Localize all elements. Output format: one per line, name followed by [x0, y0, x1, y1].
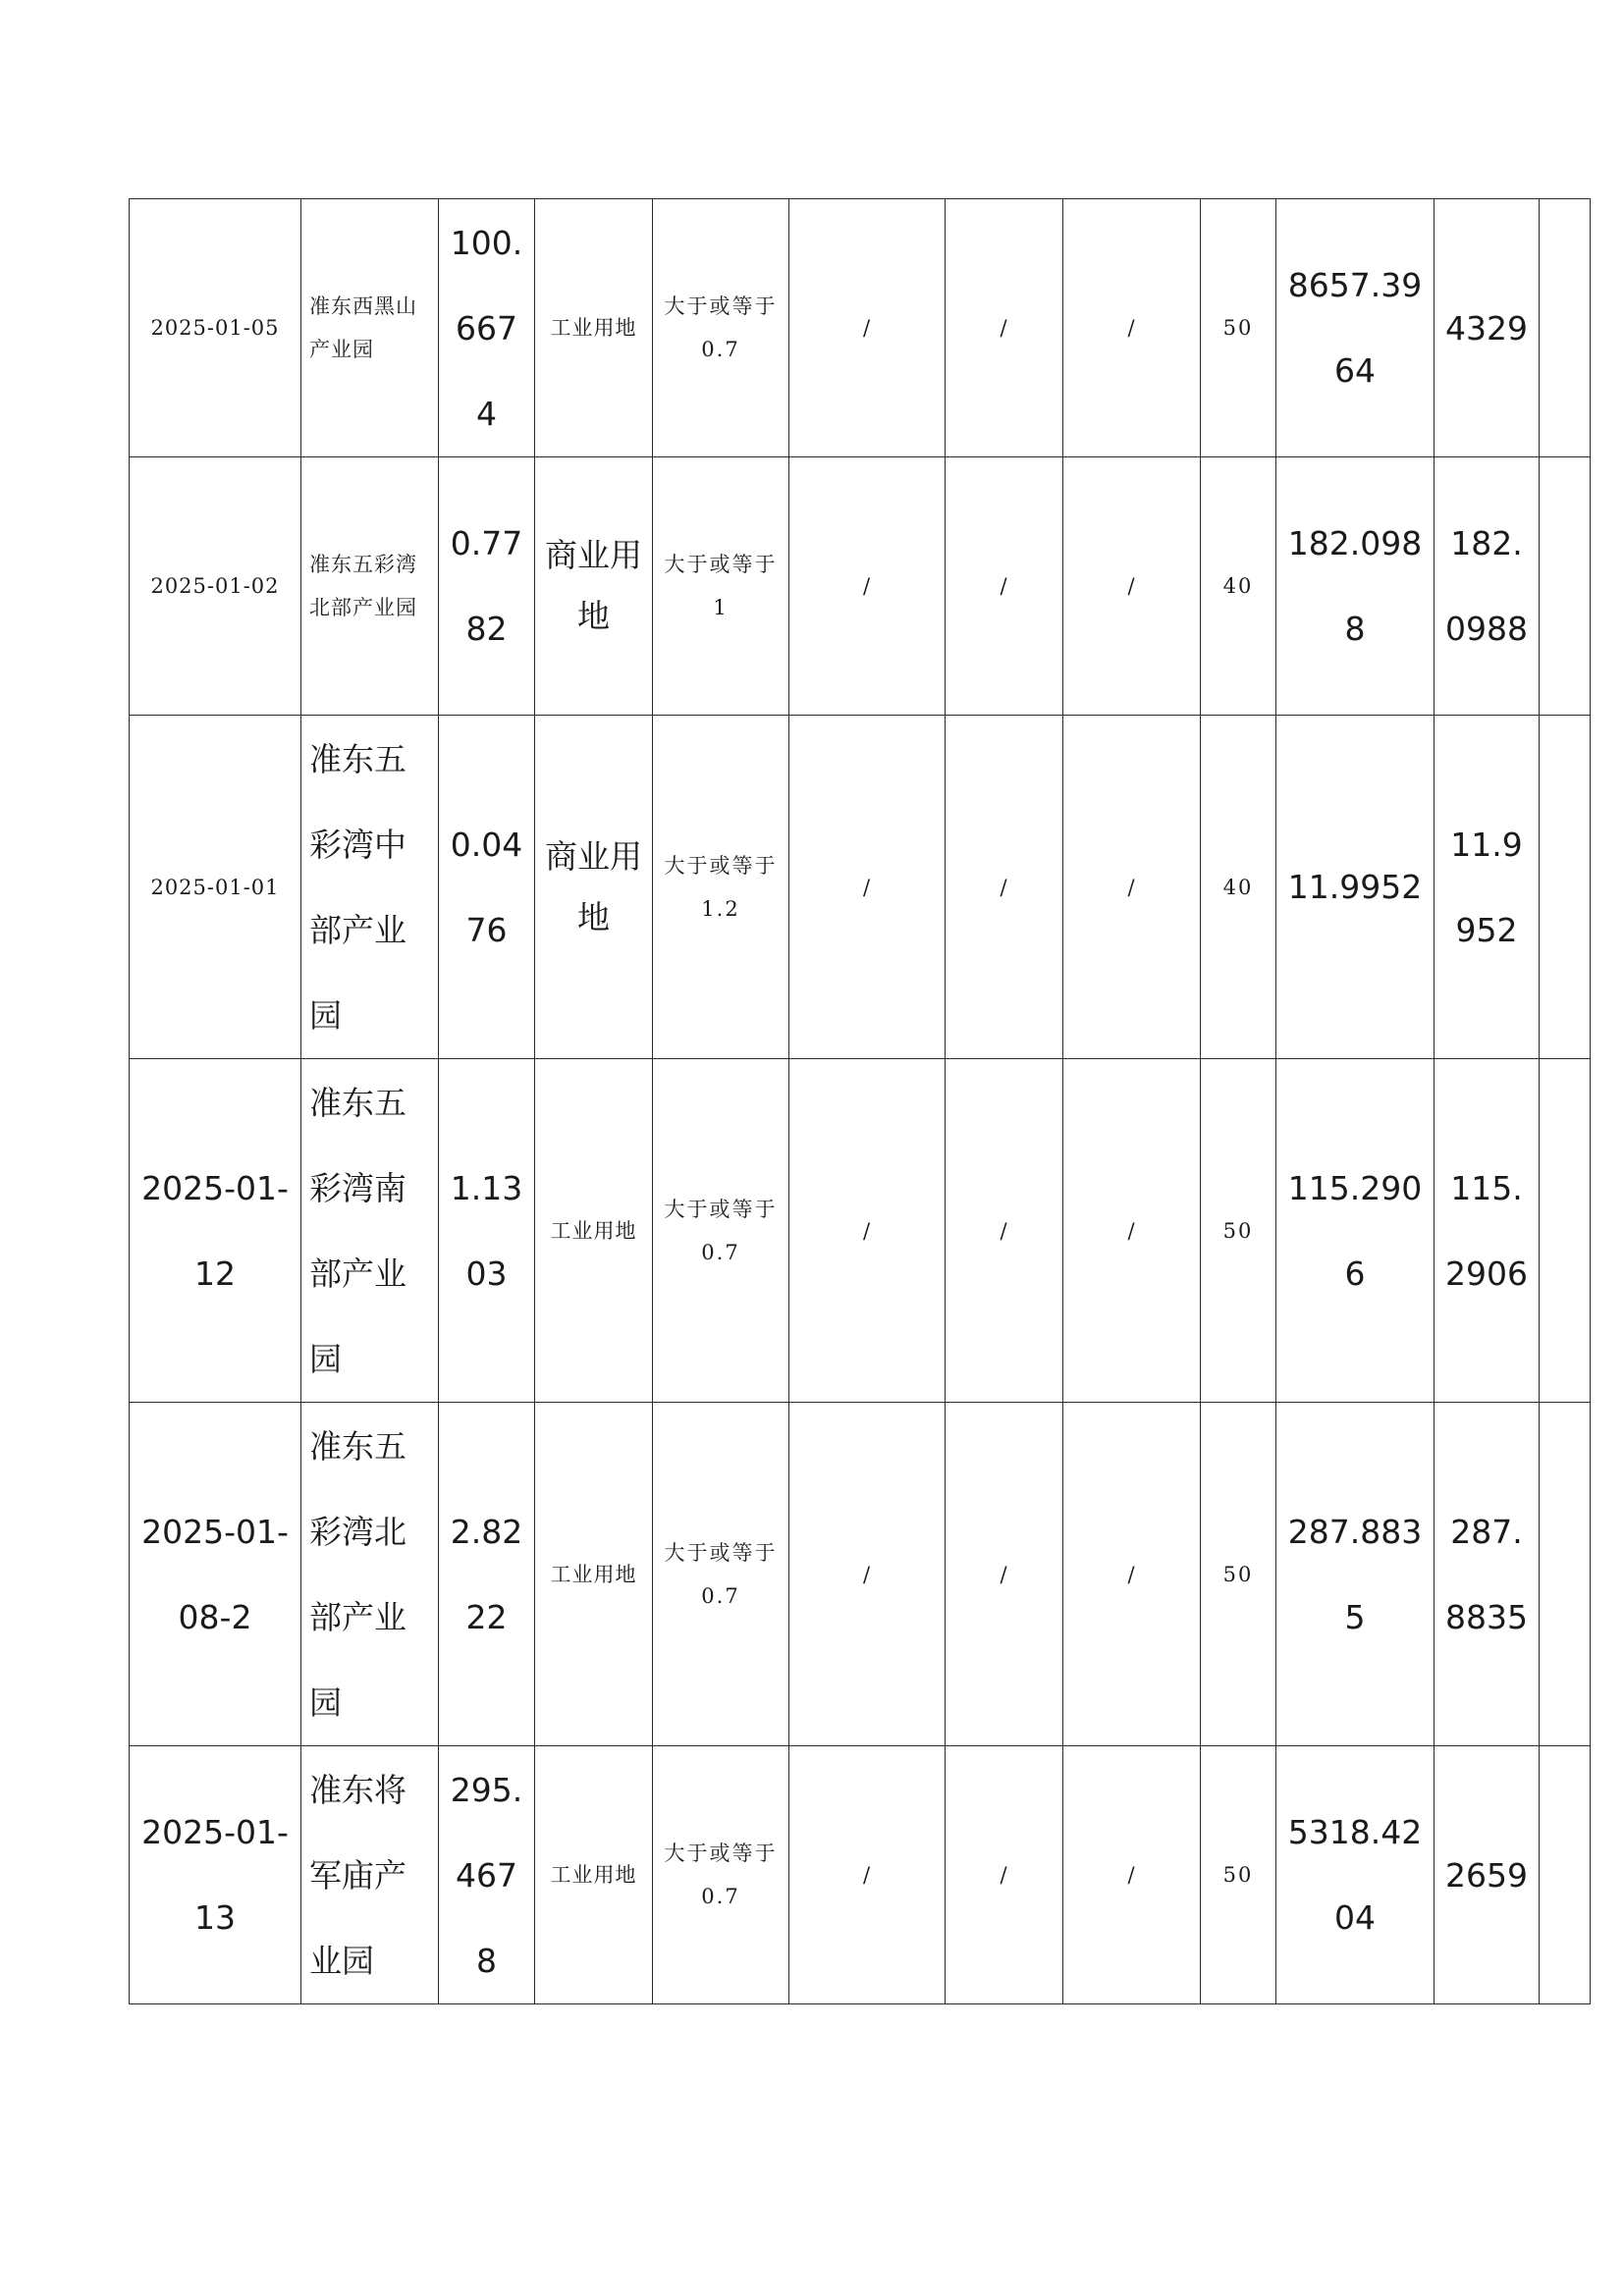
area-cell: 2.8222	[439, 1403, 535, 1746]
empty-cell	[1540, 1746, 1591, 2004]
area-cell: 1.1303	[439, 1059, 535, 1403]
empty-cell	[1540, 457, 1591, 716]
price-cell: 8657.3964	[1276, 199, 1435, 457]
total-cell: 287.8835	[1435, 1403, 1540, 1746]
table-row	[130, 457, 1591, 716]
slash-cell: /	[1063, 716, 1201, 1059]
price-cell: 182.0988	[1276, 457, 1435, 716]
years-cell: 40	[1201, 457, 1276, 716]
plot-ratio-cell: 大于或等于 0.7	[653, 199, 789, 457]
slash-cell: /	[946, 199, 1063, 457]
parcel-id-cell: 2025-01-01	[130, 716, 301, 1059]
total-cell: 4329	[1435, 199, 1540, 457]
total-cell: 2659	[1435, 1746, 1540, 2004]
parcel-id-cell: 2025-01-08-2	[130, 1403, 301, 1746]
total-cell: 11.9952	[1435, 716, 1540, 1059]
price-cell: 115.2906	[1276, 1059, 1435, 1403]
park-name-cell: 准东五彩湾北部产业园	[301, 1403, 439, 1746]
slash-cell: /	[789, 457, 946, 716]
price-cell: 287.8835	[1276, 1403, 1435, 1746]
land-use-cell: 工业用地	[535, 1746, 653, 2004]
years-cell: 50	[1201, 1059, 1276, 1403]
years-cell: 50	[1201, 199, 1276, 457]
land-use-cell: 工业用地	[535, 1403, 653, 1746]
park-name-cell: 准东五彩湾南部产业园	[301, 1059, 439, 1403]
empty-cell	[1540, 199, 1591, 457]
plot-ratio-cell: 大于或等于 0.7	[653, 1403, 789, 1746]
slash-cell: /	[946, 1059, 1063, 1403]
plot-ratio-cell: 大于或等于 1	[653, 457, 789, 716]
table-row	[130, 716, 1591, 1059]
table-row	[130, 1059, 1591, 1403]
years-cell: 50	[1201, 1746, 1276, 2004]
total-cell: 115.2906	[1435, 1059, 1540, 1403]
parcel-id-cell: 2025-01-05	[130, 199, 301, 457]
area-cell: 0.0476	[439, 716, 535, 1059]
total-cell: 182.0988	[1435, 457, 1540, 716]
land-use-cell: 工业用地	[535, 199, 653, 457]
empty-cell	[1540, 1059, 1591, 1403]
table-row	[130, 1746, 1591, 2004]
slash-cell: /	[946, 716, 1063, 1059]
slash-cell: /	[1063, 199, 1201, 457]
area-cell: 295.4678	[439, 1746, 535, 2004]
land-use-cell: 商业用地	[535, 457, 653, 716]
price-cell: 5318.4204	[1276, 1746, 1435, 2004]
slash-cell: /	[946, 457, 1063, 716]
slash-cell: /	[1063, 457, 1201, 716]
slash-cell: /	[789, 199, 946, 457]
parcel-id-cell: 2025-01-02	[130, 457, 301, 716]
park-name-cell: 准东五彩湾北部产业园	[301, 457, 439, 716]
slash-cell: /	[1063, 1746, 1201, 2004]
parcel-id-cell: 2025-01-13	[130, 1746, 301, 2004]
slash-cell: /	[1063, 1059, 1201, 1403]
table-row	[130, 199, 1591, 457]
land-use-cell: 工业用地	[535, 1059, 653, 1403]
park-name-cell: 准东西黑山产业园	[301, 199, 439, 457]
slash-cell: /	[946, 1746, 1063, 2004]
table-row	[130, 1403, 1591, 1746]
slash-cell: /	[1063, 1403, 1201, 1746]
parcel-id-cell: 2025-01-12	[130, 1059, 301, 1403]
empty-cell	[1540, 716, 1591, 1059]
slash-cell: /	[789, 1403, 946, 1746]
park-name-cell: 准东五彩湾中部产业园	[301, 716, 439, 1059]
area-cell: 0.7782	[439, 457, 535, 716]
plot-ratio-cell: 大于或等于 0.7	[653, 1059, 789, 1403]
empty-cell	[1540, 1403, 1591, 1746]
years-cell: 40	[1201, 716, 1276, 1059]
area-cell: 100.6674	[439, 199, 535, 457]
park-name-cell: 准东将军庙产业园	[301, 1746, 439, 2004]
price-cell: 11.9952	[1276, 716, 1435, 1059]
slash-cell: /	[789, 716, 946, 1059]
plot-ratio-cell: 大于或等于 1.2	[653, 716, 789, 1059]
land-parcel-table	[129, 198, 1591, 2004]
slash-cell: /	[789, 1059, 946, 1403]
slash-cell: /	[946, 1403, 1063, 1746]
years-cell: 50	[1201, 1403, 1276, 1746]
land-use-cell: 商业用地	[535, 716, 653, 1059]
plot-ratio-cell: 大于或等于 0.7	[653, 1746, 789, 2004]
slash-cell: /	[789, 1746, 946, 2004]
